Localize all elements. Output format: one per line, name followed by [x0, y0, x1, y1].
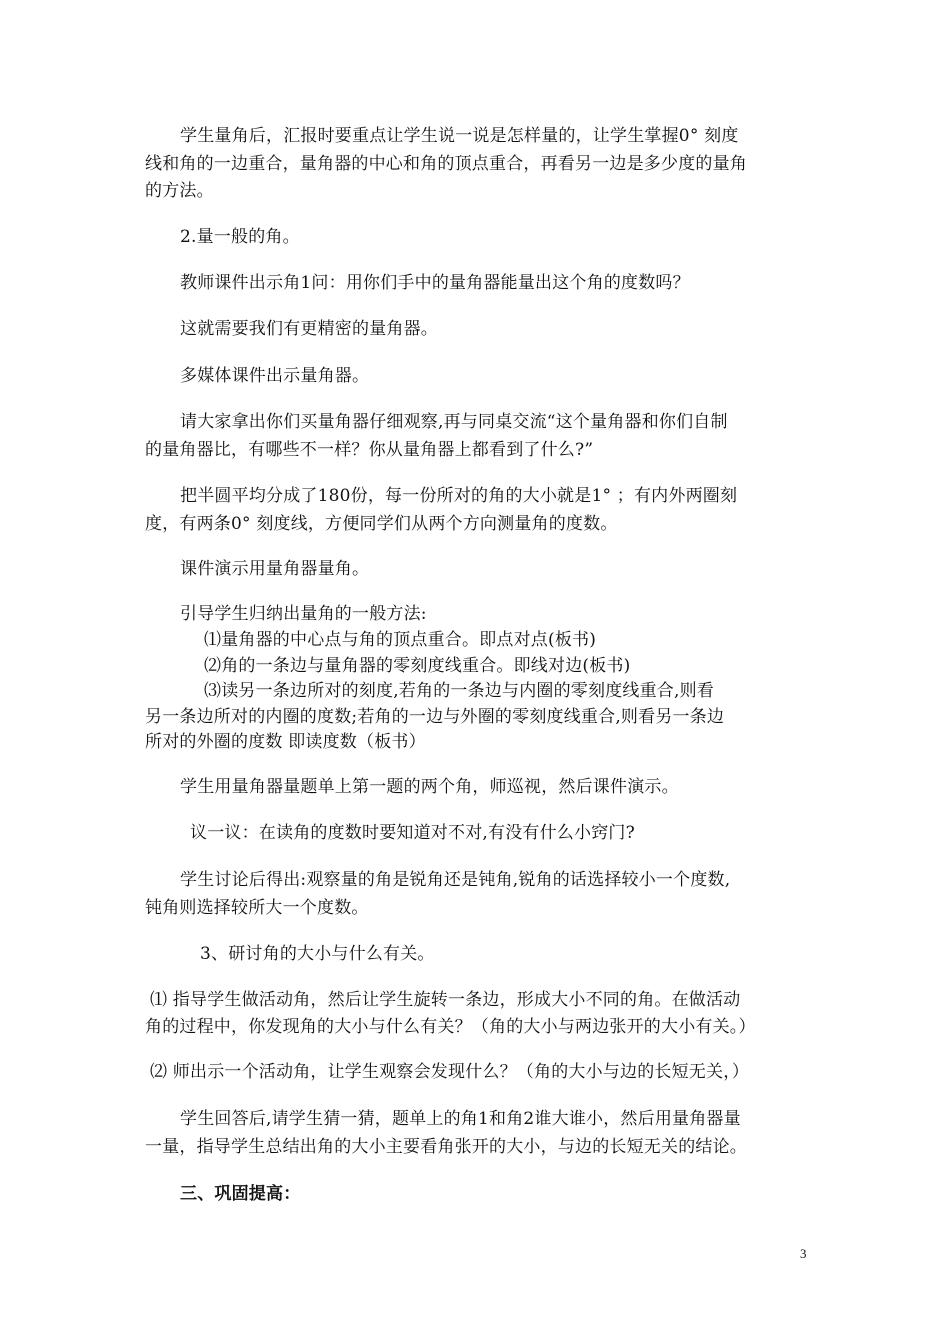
section-heading: 3、研讨角的大小与什么有关。: [200, 944, 435, 964]
section-heading: 三、巩固提高：: [180, 1184, 301, 1204]
text-line: 的量角器比，有哪些不一样？你从量角器上都看到了什么?”: [145, 440, 594, 460]
text-line: 钝角则选择较所大一个度数。: [145, 898, 369, 918]
text-line: 一量，指导学生总结出角的大小主要看角张开的大小，与边的长短无关的结论。: [145, 1137, 747, 1157]
text-line: 学生用量角器量题单上第一题的两个角，师巡视，然后课件演示。: [180, 777, 679, 797]
text-line: 学生回答后,请学生猜一猜，题单上的角1和角2谁大谁小，然后用量角器量: [180, 1109, 741, 1129]
text-line: 另一条边所对的内圈的度数;若角的一边与外圈的零刻度线重合,则看另一条边: [145, 707, 725, 727]
text-line: 的方法。: [145, 181, 214, 201]
text-line: 学生讨论后得出:观察量的角是锐角还是钝角,锐角的话选择较小一个度数,: [180, 870, 731, 890]
text-line: ⑴ 指导学生做活动角，然后让学生旋转一条边，形成大小不同的角。在做活动: [150, 990, 741, 1010]
text-line: 多媒体课件出示量角器。: [180, 366, 370, 386]
text-line: 角的过程中，你发现角的大小与什么有关？（角的大小与两边张开的大小有关。）: [145, 1017, 756, 1037]
text-line: 教师课件出示角1问：用你们手中的量角器能量出这个角的度数吗？: [180, 273, 690, 293]
text-line: 学生量角后，汇报时要重点让学生说一说是怎样量的，让学生掌握0° 刻度: [180, 126, 739, 146]
list-item: ⑴量角器的中心点与角的顶点重合。即点对点(板书): [204, 630, 597, 650]
text-line: ⑵ 师出示一个活动角，让学生观察会发现什么？（角的大小与边的长短无关，）: [150, 1062, 750, 1082]
text-line: 课件演示用量角器量角。: [180, 559, 370, 579]
text-line: 所对的外圈的度数 即读度数（板书）: [145, 732, 426, 752]
list-item: ⑶读另一条边所对的刻度,若角的一条边与内圈的零刻度线重合,则看: [204, 681, 715, 701]
text-line: 线和角的一边重合，量角器的中心和角的顶点重合，再看另一边是多少度的量角: [145, 154, 747, 174]
text-line: 把半圆平均分成了180份，每一份所对的角的大小就是1° ；有内外两圈刻: [180, 486, 738, 506]
section-heading: 2.量一般的角。: [180, 227, 300, 247]
text-line: 请大家拿出你们买量角器仔细观察,再与同桌交流“这个量角器和你们自制: [180, 412, 728, 432]
page-number: 3: [800, 1246, 807, 1261]
text-line: 这就需要我们有更精密的量角器。: [180, 319, 438, 339]
text-line: 议一议：在读角的度数时要知道对不对,有没有什么小窍门?: [190, 823, 635, 843]
text-line: 引导学生归纳出量角的一般方法:: [180, 604, 427, 624]
text-line: 度，有两条0° 刻度线，方便同学们从两个方向测量角的度数。: [145, 514, 618, 534]
list-item: ⑵角的一条边与量角器的零刻度线重合。即线对边(板书): [204, 656, 631, 676]
